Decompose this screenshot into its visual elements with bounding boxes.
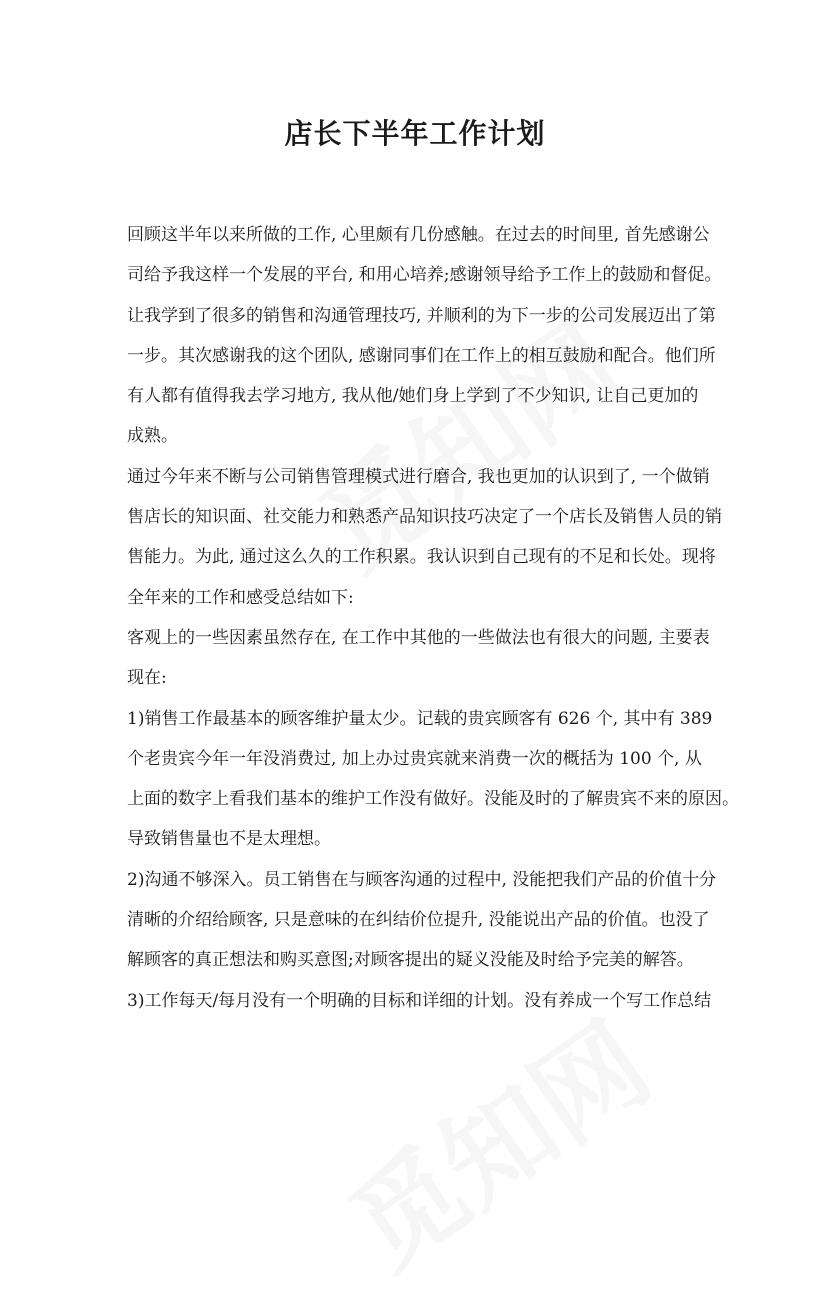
text-line: 解顾客的真正想法和购买意图;对顾客提出的疑义没能及时给予完美的解答。	[127, 950, 694, 971]
text-line: 有人都有值得我去学习地方, 我从他/她们身上学到了不少知识, 让自己更加的	[127, 386, 699, 407]
document-body	[127, 215, 739, 1021]
text-line: 一步。其次感谢我的这个团队, 感谢同事们在工作上的相互鼓励和配合。他们所	[127, 345, 716, 366]
text-line: 售店长的知识面、社交能力和熟悉产品知识技巧决定了一个店长及销售人员的销	[127, 507, 722, 528]
text-line: 通过今年来不断与公司销售管理模式进行磨合, 我也更加的认识到了, 一个做销	[127, 466, 710, 487]
text-line: 售能力。为此, 通过这么久的工作积累。我认识到自己现有的不足和长处。现将	[127, 547, 716, 568]
watermark	[315, 980, 676, 1298]
text-line: 客观上的一些因素虽然存在, 在工作中其他的一些做法也有很大的问题, 主要表	[127, 627, 710, 648]
text-line: 1)销售工作最基本的顾客维护量太少。记载的贵宾顾客有 626 个, 其中有 389	[127, 708, 713, 729]
text-line: 让我学到了很多的销售和沟通管理技巧, 并顺利的为下一步的公司发展迈出了第	[127, 305, 716, 326]
text-line: 现在:	[127, 668, 167, 689]
text-line: 个老贵宾今年一年没消费过, 加上办过贵宾就来消费一次的概括为 100 个, 从	[127, 748, 702, 769]
text-line: 3)工作每天/每月没有一个明确的目标和详细的计划。没有养成一个写工作总结	[127, 990, 712, 1011]
text-line: 导致销售量也不是太理想。	[127, 829, 331, 850]
text-line: 清晰的介绍给顾客, 只是意味的在纠结价位提升, 没能说出产品的价值。也没了	[127, 910, 710, 931]
page-title: 店长下半年工作计划	[284, 117, 546, 150]
text-line: 回顾这半年以来所做的工作, 心里颇有几份感触。在过去的时间里, 首先感谢公	[127, 225, 710, 245]
text-line: 司给予我这样一个发展的平台, 和用心培养;感谢领导给予工作上的鼓励和督促。	[127, 265, 722, 286]
text-line: 上面的数字上看我们基本的维护工作没有做好。没能及时的了解贵宾不来的原因。	[127, 789, 739, 810]
text-line: 成熟。	[127, 426, 178, 447]
text-line: 2)沟通不够深入。员工销售在与顾客沟通的过程中, 没能把我们产品的价值十分	[127, 869, 717, 890]
text-line: 全年来的工作和感受总结如下:	[127, 587, 354, 608]
